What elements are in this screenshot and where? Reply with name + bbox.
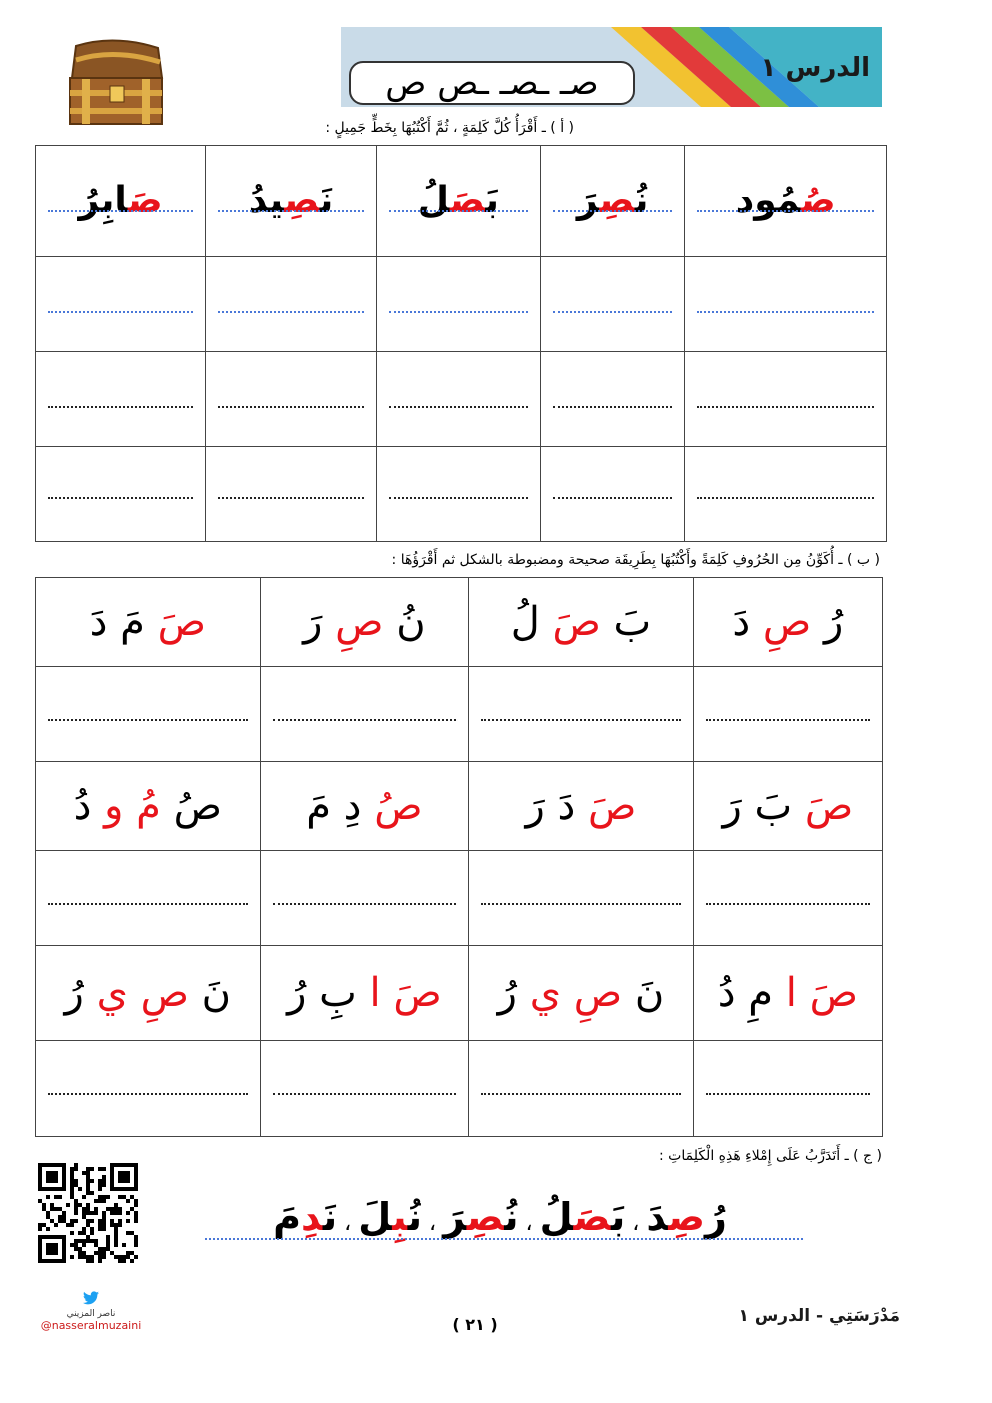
separator: ، <box>337 1211 359 1236</box>
twitter-bird-icon <box>83 1291 99 1305</box>
letter: ي <box>96 970 128 1016</box>
letter-forms-box: صـ ـصـ ـص ص <box>349 61 635 105</box>
section-b-table <box>35 577 883 1137</box>
writing-cell[interactable] <box>469 1041 694 1137</box>
letter: دُ <box>717 970 736 1016</box>
word-cell-5 <box>36 146 206 257</box>
dictation-word: نُبِلَ <box>358 1195 422 1239</box>
letters-cell <box>693 762 882 851</box>
letters-cell <box>469 946 694 1041</box>
letter: ا <box>785 970 797 1016</box>
letter: بَ <box>613 599 652 645</box>
letters-cell <box>260 578 469 667</box>
letters-group <box>498 970 665 1016</box>
word-cell-3 <box>376 146 540 257</box>
letter: مَ <box>306 783 331 829</box>
letters-group <box>718 970 858 1016</box>
letter: رَ <box>722 783 742 829</box>
writing-cell[interactable] <box>206 447 377 542</box>
writing-cell[interactable] <box>685 257 887 352</box>
letter: صِ <box>762 599 812 645</box>
word-4: نَصِيدُ <box>248 180 334 221</box>
word-1: صُمُود <box>735 180 836 221</box>
letters-group <box>511 599 652 645</box>
letter: رُ <box>497 970 517 1016</box>
letters-cell <box>693 578 882 667</box>
writing-cell[interactable] <box>685 352 887 447</box>
writing-row <box>36 851 883 946</box>
letters-row-1 <box>36 578 883 667</box>
letter: ي <box>529 970 562 1016</box>
writing-row-1 <box>36 257 887 352</box>
letter: بَ <box>754 783 793 829</box>
qr-code-image <box>38 1163 138 1263</box>
writing-cell[interactable] <box>376 257 540 352</box>
letter: صَ <box>157 599 206 645</box>
letter: و <box>104 783 124 829</box>
writing-row-2 <box>36 352 887 447</box>
letters-group <box>525 783 636 829</box>
section-b-instruction: ( ب ) ـ أُكَوِّنُ مِن الحُرُوفِ كَلِمَةً وأَكْتُبُهَا بِطَرِيقَة صحيحة ومضبوطة بالشكل ثم أَقْرَؤُهَا : <box>391 552 880 568</box>
letter: رُ <box>824 599 844 645</box>
treasure-chest-image <box>62 38 174 128</box>
dictation-word: نُصِرَ <box>443 1195 519 1239</box>
writing-cell[interactable] <box>260 1041 469 1137</box>
author-credit <box>36 1290 146 1332</box>
letter: صُ <box>374 783 423 829</box>
letters-group <box>306 783 422 829</box>
word-cell-2 <box>540 146 685 257</box>
separator: ، <box>518 1211 540 1236</box>
dictation-word: بَصَلُ <box>539 1195 626 1239</box>
letter: رَ <box>303 599 323 645</box>
separator: ، <box>625 1211 647 1236</box>
writing-cell[interactable] <box>36 447 206 542</box>
dictation-line <box>205 1238 803 1240</box>
letters-cell <box>36 946 261 1041</box>
writing-cell[interactable] <box>469 851 694 946</box>
letter: دُ <box>73 783 92 829</box>
writing-cell[interactable] <box>36 667 261 762</box>
letters-row-2 <box>36 762 883 851</box>
writing-cell[interactable] <box>36 851 261 946</box>
dictation-words <box>190 1195 810 1239</box>
letter: صَ <box>552 599 601 645</box>
lesson-title: الدرس ١ <box>760 53 870 83</box>
separator: ، <box>422 1211 444 1236</box>
letters-cell <box>260 762 469 851</box>
word-3: بَصَلُ <box>417 180 499 221</box>
writing-row <box>36 1041 883 1137</box>
writing-cell[interactable] <box>469 667 694 762</box>
letter: رُ <box>287 970 307 1016</box>
writing-cell[interactable] <box>540 447 685 542</box>
writing-cell[interactable] <box>540 257 685 352</box>
letters-group <box>732 599 843 645</box>
letters-group <box>722 783 853 829</box>
letters-cell <box>693 946 882 1041</box>
letter: صِ <box>335 599 384 645</box>
writing-cell[interactable] <box>540 352 685 447</box>
dictation-word: نَدِمَ <box>273 1195 338 1239</box>
dictation-word: رُصِدَ <box>646 1195 727 1239</box>
letters-group <box>65 970 232 1016</box>
series-title: مَدْرَسَتِي - الدرس ١ <box>738 1306 900 1326</box>
section-c-instruction: ( ج ) ـ أَتَدَرَّبُ عَلَى إِمْلاءِ هَذِهِ الْكَلِمَاتِ : <box>658 1148 882 1164</box>
writing-cell[interactable] <box>206 352 377 447</box>
letters-cell <box>469 578 694 667</box>
letter: دَ <box>557 783 576 829</box>
writing-cell[interactable] <box>36 1041 261 1137</box>
writing-cell[interactable] <box>693 851 882 946</box>
page-number: ( ٢١ ) <box>452 1315 498 1334</box>
letter: صَ <box>809 970 858 1016</box>
letters-cell <box>36 762 261 851</box>
letter: رُ <box>64 970 84 1016</box>
lesson-banner <box>341 27 882 107</box>
letters-group <box>90 599 206 645</box>
letter: صُ <box>173 783 222 829</box>
letters-cell <box>260 946 469 1041</box>
writing-cell[interactable] <box>685 447 887 542</box>
section-a-table <box>35 145 887 542</box>
letter: مِ <box>748 970 774 1016</box>
writing-cell[interactable] <box>260 667 469 762</box>
letter: مُ <box>136 783 161 829</box>
section-a-instruction: ( أ ) ـ أَقْرَأُ كُلَّ كَلِمَةٍ ، ثُمَّ أَكْتُبُهَا بِخَطٍّ جَمِيلٍ : <box>325 120 574 136</box>
letter: نَ <box>634 970 665 1016</box>
letter: دَ <box>89 599 108 645</box>
letter: لُ <box>510 599 540 645</box>
letter: صَ <box>393 970 442 1016</box>
letters-group <box>303 599 426 645</box>
writing-row <box>36 667 883 762</box>
writing-cell[interactable] <box>36 257 206 352</box>
letter: دَ <box>732 599 751 645</box>
word-cell-1 <box>685 146 887 257</box>
letter: صَ <box>804 783 854 829</box>
letters-group <box>287 970 442 1016</box>
word-cell-4 <box>206 146 377 257</box>
letter: دِ <box>343 783 362 829</box>
letter: صِ <box>573 970 623 1016</box>
letter: ا <box>369 970 381 1016</box>
writing-cell[interactable] <box>693 667 882 762</box>
letter: نُ <box>396 599 426 645</box>
letters-row-3 <box>36 946 883 1041</box>
writing-cell[interactable] <box>36 352 206 447</box>
letter: رَ <box>525 783 545 829</box>
word-5: صَابِرُ <box>78 180 163 221</box>
writing-cell[interactable] <box>206 257 377 352</box>
letter: نَ <box>201 970 232 1016</box>
letters-cell <box>469 762 694 851</box>
writing-cell[interactable] <box>376 352 540 447</box>
letter: بِ <box>319 970 357 1016</box>
word-2: نُصِرَ <box>576 180 649 221</box>
letter: صَ <box>588 783 637 829</box>
letters-cell <box>36 578 261 667</box>
letters-group <box>74 783 222 829</box>
letter: صِ <box>140 970 189 1016</box>
letter: مَ <box>120 599 145 645</box>
writing-cell[interactable] <box>260 851 469 946</box>
twitter-handle[interactable]: @nasseralmuzaini <box>40 1319 142 1332</box>
writing-row-3 <box>36 447 887 542</box>
writing-cell[interactable] <box>376 447 540 542</box>
writing-cell[interactable] <box>693 1041 882 1137</box>
author-name: ناصر المزيني <box>66 1309 116 1319</box>
